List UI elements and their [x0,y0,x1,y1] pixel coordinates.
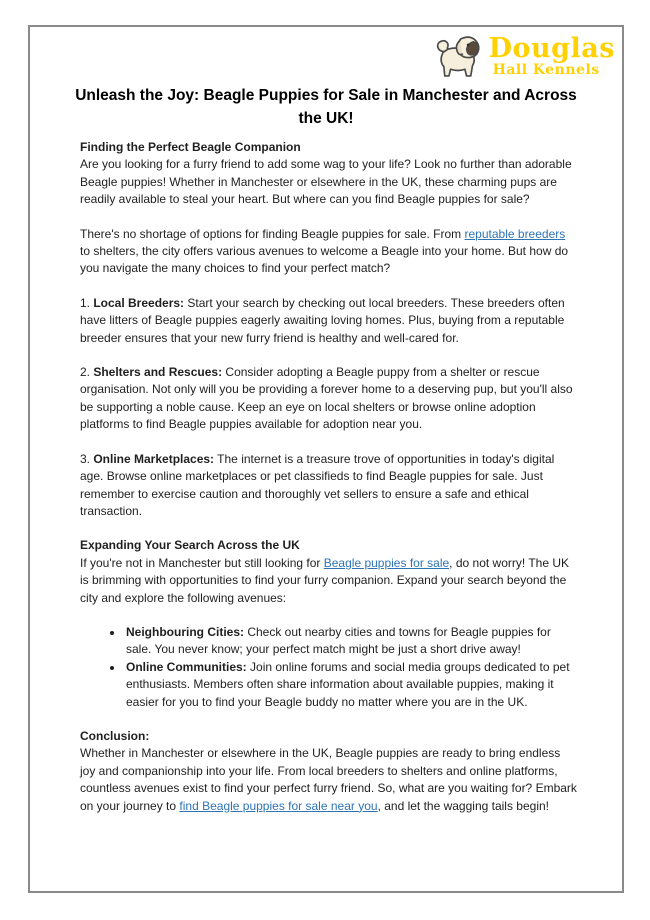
logo-brand-subtitle: Hall Kennels [492,61,600,78]
logo-brand-name: Douglas [488,32,615,64]
numbered-item-local-breeders [80,295,578,347]
link-beagle-puppies-for-sale[interactable]: Beagle puppies for sale [323,555,450,570]
section-heading-conclusion: Conclusion: [80,728,150,743]
paragraph-options [80,226,578,278]
item-lead: Local Breeders: [93,295,185,310]
document-page [28,25,624,893]
numbered-item-shelters-rescues [80,364,578,434]
bullet-item-neighbouring-cities [124,624,578,659]
kennel-logo [432,34,615,81]
item-lead: Online Marketplaces: [93,451,215,466]
item-text: Consider adopting a Beagle puppy from a shelter or rescue organisation. Not only will you be providing a forever home to a deserving pup, but you'll also be supporting a noble cause. Keep an eye on local shelters or browse online adoption platforms to find Beagle puppies available for adoption near you. [80,365,573,432]
bullet-text: Join online forums and social media groups dedicated to pet enthusiasts. Members often share information about available puppies, making it easier for you to find your Beagle buddy no matter where you are in the UK. [126,659,570,709]
item-text: Start your search by checking out local breeders. These breeders often have litters of Beagle puppies eagerly awaiting loving homes. Plus, buying from a reputable breeder ensures that your new furry friend is healthy and well-cared for. [80,295,565,345]
paragraph-text: There's no shortage of options for finding Beagle puppies for sale. From [80,226,465,241]
avenues-bullet-list [80,624,578,711]
section-intro [80,139,578,209]
beagle-dog-icon [432,34,486,81]
numbered-item-online-marketplaces [80,451,578,521]
paragraph-text: , and let the wagging tails begin! [377,798,549,813]
item-number: 3. [80,451,94,466]
logo-text [488,32,615,80]
bullet-lead: Online Communities: [126,659,247,674]
section-conclusion [80,728,578,815]
paragraph-text: Whether in Manchester or elsewhere in the UK, Beagle puppies are ready to bring endless joy and companionship into your life. From local breeders to shelters and online platforms, countless avenues exist to find your perfect furry friend. So, what are you waiting for? Embark on your journey to [80,746,577,813]
paragraph-intro: Are you looking for a furry friend to add some wag to your life? Look no further than adorable Beagle puppies! Whether in Manchester or elsewhere in the UK, these charming pups are readily available to steal your heart. But where can you find Beagle puppies for sale? [80,157,572,207]
bullet-text: Check out nearby cities and towns for Beagle puppies for sale. You never know; your perfect match might be just a short drive away! [126,624,551,657]
item-text: The internet is a treasure trove of opportunities in today's digital age. Browse online marketplaces or pet classifieds to find Beagle puppies for sale. Just remember to exercise caution and thoroughly vet sellers to ensure a safe and ethical transaction. [80,451,555,518]
section-heading-intro: Finding the Perfect Beagle Companion [80,140,301,154]
paragraph-text: to shelters, the city offers various avenues to welcome a Beagle into your home. But how do you navigate the many choices to find your perfect match? [80,244,569,276]
paragraph-text: If you're not in Manchester but still looking for [80,555,324,570]
link-find-beagle-puppies-near-you[interactable]: find Beagle puppies for sale near you [179,798,378,813]
item-lead: Shelters and Rescues: [93,365,223,380]
document-title: Unleash the Joy: Beagle Puppies for Sale in Manchester and Across the UK! [75,87,577,127]
section-heading-expanding: Expanding Your Search Across the UK [80,538,300,553]
paragraph-text: , do not worry! The UK is brimming with opportunities to find your furry companion. Expand your search beyond the city and explore the following avenues: [80,555,570,605]
link-reputable-breeders[interactable]: reputable breeders [464,226,566,241]
item-number: 1. [80,295,94,310]
document-body [80,139,578,815]
bullet-item-online-communities [124,659,578,711]
section-expanding [80,537,578,607]
bullet-lead: Neighbouring Cities: [126,624,244,639]
item-number: 2. [80,365,94,380]
